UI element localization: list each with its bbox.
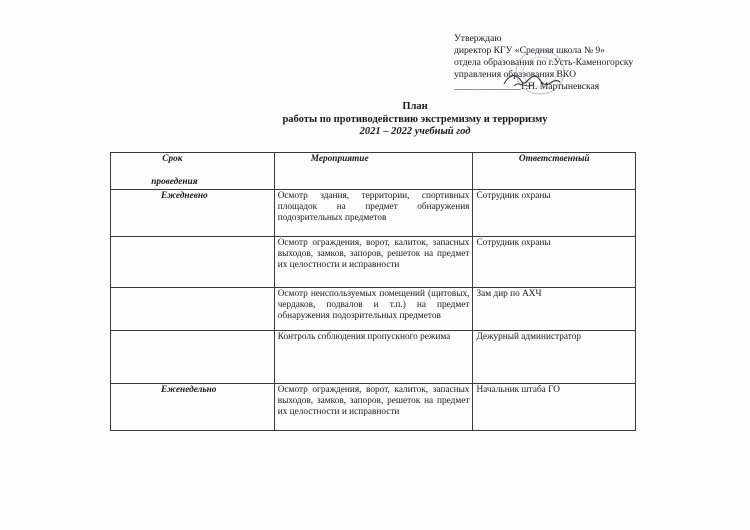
- table-row: [111, 331, 636, 384]
- approval-line: управления образования ВКО: [454, 69, 577, 80]
- cell-period: [111, 288, 275, 331]
- cell-activity: Осмотр неиспользуемых помещений (щитовых, чердаков, подвалов и т.п.) на предмет обнаружения подозрительных предметов: [274, 288, 473, 331]
- table-row: [111, 237, 636, 288]
- signature-stamp-icon: [500, 46, 570, 102]
- cell-period: [111, 237, 275, 288]
- table-header-row: [111, 153, 636, 190]
- approval-line: отдела образования по г.Усть-Каменогорску: [454, 57, 634, 68]
- cell-activity: Контроль соблюдения пропускного режима: [274, 331, 473, 384]
- approval-line: директор КГУ «Средняя школа № 9»: [454, 45, 605, 56]
- document-title: План: [402, 101, 428, 112]
- header-term: Срок проведения: [111, 153, 275, 190]
- approval-line: Утверждаю: [454, 33, 502, 44]
- cell-activity: Осмотр ограждения, ворот, калиток, запасных выходов, замков, запоров, решеток на предмет их целостности и исправности: [274, 237, 473, 288]
- cell-activity: Осмотр здания, территории, спортивных площадок на предмет обнаружения подозрительных предметов: [274, 190, 473, 237]
- document-subtitle: работы по противодействию экстремизму и терроризму: [282, 114, 548, 125]
- cell-period: [111, 331, 275, 384]
- table-row: [111, 384, 636, 431]
- cell-responsible: Сотрудник охраны: [473, 237, 636, 288]
- cell-period: Еженедельно: [111, 384, 275, 431]
- cell-responsible: Начальник штаба ГО: [473, 384, 636, 431]
- cell-period: Ежедневно: [111, 190, 275, 237]
- cell-responsible: Зам дир по АХЧ: [473, 288, 636, 331]
- approval-signature-line: ______________Г.П. Мартыневская: [454, 81, 600, 92]
- header-responsible: Ответственный: [473, 153, 636, 190]
- plan-table: [110, 152, 636, 431]
- table-row: [111, 190, 636, 237]
- table-row: [111, 288, 636, 331]
- cell-activity: Осмотр ограждения, ворот, калиток, запасных выходов, замков, запоров, решеток на предмет их целостности и исправности: [274, 384, 473, 431]
- cell-responsible: Дежурный администратор: [473, 331, 636, 384]
- header-activity: Мероприятие: [274, 153, 473, 190]
- approval-block: [454, 33, 714, 93]
- cell-responsible: Сотрудник охраны: [473, 190, 636, 237]
- academic-year: 2021 – 2022 учебный год: [359, 126, 471, 137]
